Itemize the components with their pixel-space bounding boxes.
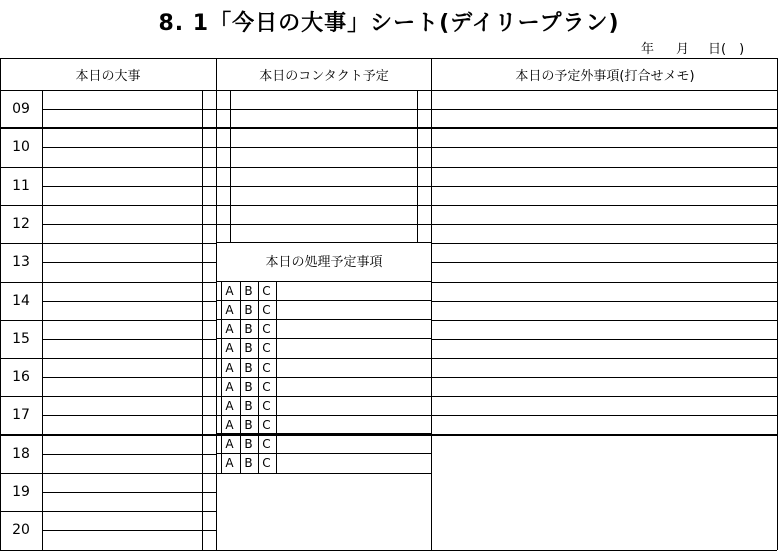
half-hour-line [42, 454, 216, 455]
hour-label-09: 09 [12, 101, 30, 117]
priority-b-label: B [244, 341, 253, 355]
contact-line [216, 186, 431, 187]
hour-label-19: 19 [12, 484, 30, 500]
half-hour-line [42, 186, 216, 187]
half-hour-line [42, 109, 216, 110]
task-row-line [216, 319, 431, 320]
hour-line [0, 511, 216, 512]
memo-line [431, 377, 777, 378]
task-row-line [216, 358, 431, 359]
memo-line [431, 320, 777, 321]
header-contact: 本日のコンタクト予定 [259, 69, 389, 84]
task-row-line [216, 300, 431, 301]
hour-line [0, 320, 216, 321]
priority-c-label: C [262, 303, 271, 317]
header-tasks: 本日の処理予定事項 [265, 255, 383, 270]
hour-label-17: 17 [12, 407, 30, 423]
priority-b-label: B [244, 456, 253, 470]
half-hour-line [42, 530, 216, 531]
hour-line [0, 358, 216, 359]
task-row-line [216, 473, 431, 474]
memo-line [431, 282, 777, 283]
contact-check-divider [417, 90, 418, 242]
contact-line [216, 205, 431, 206]
half-hour-line [42, 339, 216, 340]
task-row-line [216, 415, 431, 416]
priority-c-label: C [262, 322, 271, 336]
priority-a-label: A [225, 341, 234, 355]
priority-a-label: A [225, 284, 234, 298]
hour-label-14: 14 [12, 293, 30, 309]
hour-label-20: 20 [12, 522, 30, 538]
tasks-header-bottom [216, 281, 431, 282]
date-year-label: 年 [641, 42, 655, 57]
memo-line [431, 147, 777, 148]
priority-c-label: C [262, 380, 271, 394]
priority-c-label: C [262, 284, 271, 298]
task-row-line [216, 377, 431, 378]
memo-line [431, 167, 777, 168]
memo-line [431, 434, 777, 436]
hour-label-13: 13 [12, 254, 30, 270]
memo-line [431, 301, 777, 302]
memo-line [431, 186, 777, 187]
contact-check-divider [230, 90, 231, 242]
priority-b-label: B [244, 418, 253, 432]
priority-column-divider [276, 281, 277, 473]
frame-top [0, 58, 777, 59]
contact-line [216, 109, 431, 110]
column-divider [216, 58, 217, 550]
date-day-label: 日( ) [708, 42, 745, 57]
half-hour-line [42, 377, 216, 378]
task-row-line [216, 396, 431, 397]
priority-c-label: C [262, 418, 271, 432]
half-hour-line [42, 147, 216, 148]
priority-b-label: B [244, 322, 253, 336]
hour-label-18: 18 [12, 446, 30, 462]
hour-line [0, 434, 216, 436]
hour-label-16: 16 [12, 369, 30, 385]
memo-line [431, 358, 777, 359]
memo-line [431, 415, 777, 416]
date-month-label: 月 [676, 42, 690, 57]
priority-c-label: C [262, 437, 271, 451]
hour-label-15: 15 [12, 331, 30, 347]
priority-b-label: B [244, 284, 253, 298]
page-title: 8. 1「今日の大事」シート(デイリープラン) [158, 11, 620, 36]
half-hour-line [42, 301, 216, 302]
memo-line [431, 109, 777, 110]
memo-line [431, 205, 777, 206]
priority-a-label: A [225, 380, 234, 394]
priority-b-label: B [244, 399, 253, 413]
memo-line [431, 396, 777, 397]
column-divider [431, 58, 432, 550]
contact-line [216, 167, 431, 168]
priority-b-label: B [244, 361, 253, 375]
memo-line [431, 224, 777, 225]
hour-line [0, 473, 216, 474]
memo-line [431, 243, 777, 244]
priority-c-label: C [262, 361, 271, 375]
memo-line [431, 339, 777, 340]
half-hour-line [42, 492, 216, 493]
priority-c-label: C [262, 341, 271, 355]
contact-section-bottom [216, 242, 431, 243]
half-hour-line [42, 262, 216, 263]
priority-c-label: C [262, 456, 271, 470]
priority-a-label: A [225, 437, 234, 451]
half-hour-line [42, 415, 216, 416]
hour-line [0, 282, 216, 283]
priority-a-label: A [225, 456, 234, 470]
memo-line [431, 127, 777, 129]
hour-line [0, 243, 216, 244]
hour-line [216, 434, 431, 436]
priority-c-label: C [262, 399, 271, 413]
priority-b-label: B [244, 380, 253, 394]
priority-a-label: A [225, 322, 234, 336]
memo-line [431, 262, 777, 263]
header-unscheduled: 本日の予定外事項(打合せメモ) [515, 69, 695, 84]
priority-a-label: A [225, 361, 234, 375]
contact-line [216, 127, 431, 129]
half-hour-line [42, 224, 216, 225]
hour-line [0, 205, 216, 206]
hour-line [0, 167, 216, 168]
contact-line [216, 224, 431, 225]
hour-label-12: 12 [12, 216, 30, 232]
task-row-line [216, 453, 431, 454]
priority-a-label: A [225, 303, 234, 317]
priority-a-label: A [225, 418, 234, 432]
priority-b-label: B [244, 437, 253, 451]
hour-label-11: 11 [12, 178, 30, 194]
hour-label-10: 10 [12, 139, 30, 155]
priority-b-label: B [244, 303, 253, 317]
hour-line [0, 127, 216, 129]
header-bottom-line [0, 90, 777, 91]
header-important: 本日の大事 [75, 69, 141, 84]
hour-line [0, 396, 216, 397]
priority-a-label: A [225, 399, 234, 413]
contact-line [216, 147, 431, 148]
task-row-line [216, 338, 431, 339]
